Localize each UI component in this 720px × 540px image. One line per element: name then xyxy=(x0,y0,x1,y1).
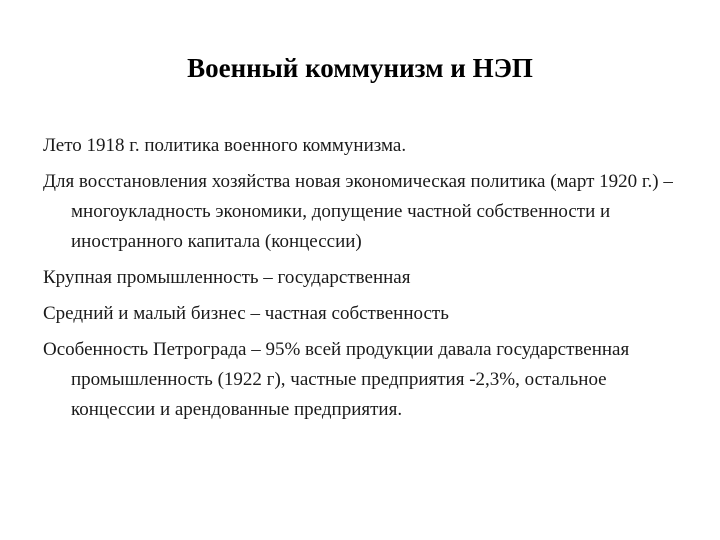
slide-item-nep-policy: Для восстановления хозяйства новая экономическая политика (март 1920 г.) – многоукладность экономики, допущение частной собственности и иностранного капитала (концессии) xyxy=(43,171,673,252)
slide-item-large-industry: Крупная промышленность – государственная xyxy=(43,267,411,288)
slide-item-summer-1918: Лето 1918 г. политика военного коммунизма. xyxy=(43,135,407,156)
slide-item-petrograd: Особенность Петрограда – 95% всей продукции давала государственная промышленность (1922 г), частные предприятия -2,3%, остальное концессии и арендованные предприятия. xyxy=(43,339,630,420)
slide-title: Военный коммунизм и НЭП xyxy=(187,53,533,83)
slide-body xyxy=(43,131,683,425)
slide-item-small-business: Средний и малый бизнес – частная собственность xyxy=(43,303,449,324)
